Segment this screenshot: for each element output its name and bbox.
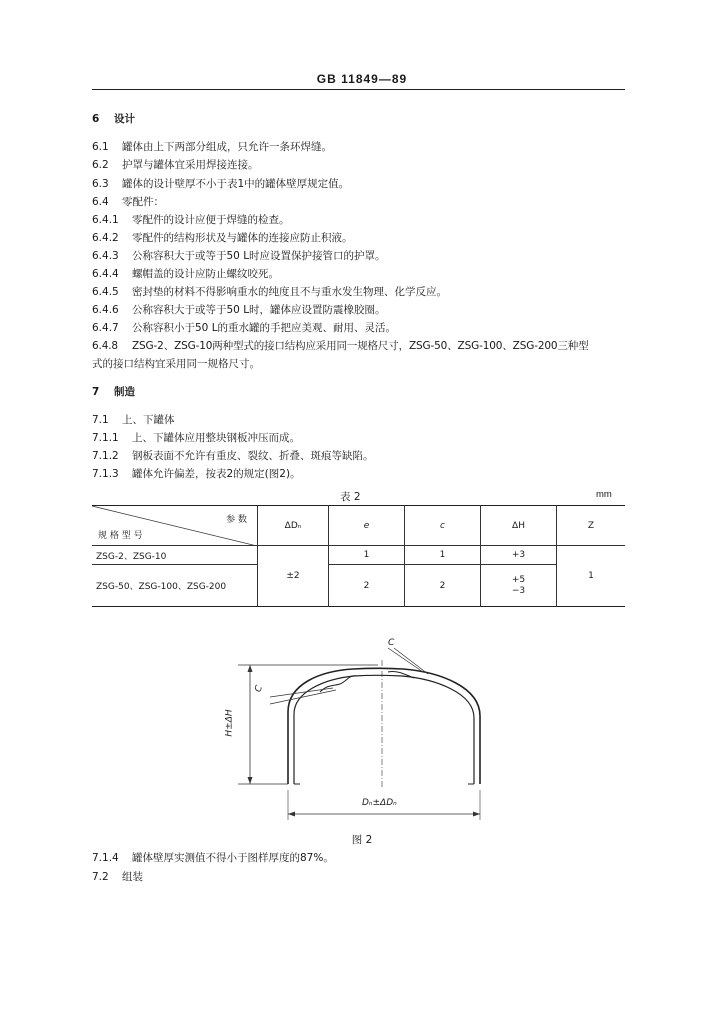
- clause-6-4-5: 6.4.5 密封垫的材料不得影响重水的纯度且不与重水发生物理、化学反应。: [92, 286, 447, 298]
- figure-caption: 图 2: [351, 834, 373, 846]
- cell-dH-2: +5 −3: [481, 565, 557, 607]
- table-unit: mm: [596, 489, 612, 500]
- clause-6-4-3: 6.4.3 公称容积大于或等于50 L时应设置保护接管口的护罩。: [92, 250, 386, 262]
- header-rule: [92, 89, 625, 90]
- label-diameter: Dₙ±ΔDₙ: [362, 798, 397, 808]
- clause-7-1-1: 7.1.1 上、下罐体应用整块钢板冲压而成。: [92, 432, 300, 444]
- clause-6-3: 6.3 罐体的设计壁厚不小于表1中的罐体壁厚规定值。: [92, 178, 350, 190]
- col-header-Z: Z: [557, 506, 626, 546]
- clause-6-1: 6.1 罐体由上下两部分组成，只允许一条环焊缝。: [92, 141, 332, 153]
- tolerance-table: [92, 505, 625, 607]
- clause-7-1-3: 7.1.3 罐体允许偏差，按表2的规定(图2)。: [92, 468, 301, 480]
- table-caption: 表 2: [340, 491, 361, 503]
- clause-6-4-4: 6.4.4 螺帽盖的设计应防止螺纹咬死。: [92, 268, 279, 280]
- standard-number: GB 11849—89: [316, 72, 408, 86]
- label-c-left: C: [253, 684, 265, 694]
- label-height: H±ΔH: [224, 709, 235, 737]
- table-header-row: [92, 506, 625, 546]
- cell-e-2: 2: [329, 565, 405, 607]
- row-model-1: ZSG-2、ZSG-10: [92, 546, 258, 565]
- cell-dH-1: +3: [481, 546, 557, 565]
- row-model-2: ZSG-50、ZSG-100、ZSG-200: [92, 565, 258, 607]
- table-row: [92, 546, 625, 565]
- section-6-heading: 6 设计: [92, 113, 135, 125]
- col-header-dDn: ΔDₙ: [258, 506, 329, 546]
- clause-6-4-8-cont: 式的接口结构宜采用同一规格尺寸。: [92, 358, 260, 370]
- clause-6-4: 6.4 零配件：: [92, 196, 164, 208]
- col-header-c: c: [405, 506, 481, 546]
- cell-dDn-shared: ±2: [258, 546, 329, 607]
- clause-7-1-2: 7.1.2 钢板表面不允许有重皮、裂纹、折叠、斑痕等缺陷。: [92, 450, 374, 462]
- section-7-heading: 7 制造: [92, 386, 135, 398]
- col-header-e: e: [329, 506, 405, 546]
- clause-6-4-8: 6.4.8 ZSG-2、ZSG-10两种型式的接口结构应采用同一规格尺寸，ZSG-50、ZSG-100、ZSG-200三种型: [92, 340, 589, 352]
- clause-7-1: 7.1 上、下罐体: [92, 414, 175, 426]
- col-header-dH: ΔH: [481, 506, 557, 546]
- cell-c-2: 2: [405, 565, 481, 607]
- clause-6-4-6: 6.4.6 公称容积大于或等于50 L时，罐体应设置防震橡胶圈。: [92, 304, 386, 316]
- label-c-top: C: [388, 638, 395, 648]
- clause-6-2: 6.2 护罩与罐体宜采用焊接连接。: [92, 159, 259, 171]
- cell-e-1: 1: [329, 546, 405, 565]
- table-row: [92, 565, 625, 607]
- figure-tank-head: [224, 632, 508, 827]
- table-diagonal-header: [92, 506, 258, 546]
- clause-6-4-7: 6.4.7 公称容积小于50 L的重水罐的手把应美观、耐用、灵活。: [92, 322, 397, 334]
- clause-7-1-4: 7.1.4 罐体壁厚实测值不得小于图样厚度的87%。: [92, 852, 334, 864]
- cell-c-1: 1: [405, 546, 481, 565]
- clause-6-4-1: 6.4.1 零配件的设计应便于焊缝的检查。: [92, 214, 290, 226]
- cell-Z-shared: 1: [557, 546, 626, 607]
- header-param: 参 数: [226, 515, 247, 525]
- clause-6-4-2: 6.4.2 零配件的结构形状及与罐体的连接应防止积液。: [92, 232, 353, 244]
- clause-7-2: 7.2 组装: [92, 871, 143, 883]
- header-model: 规 格 型 号: [98, 531, 143, 541]
